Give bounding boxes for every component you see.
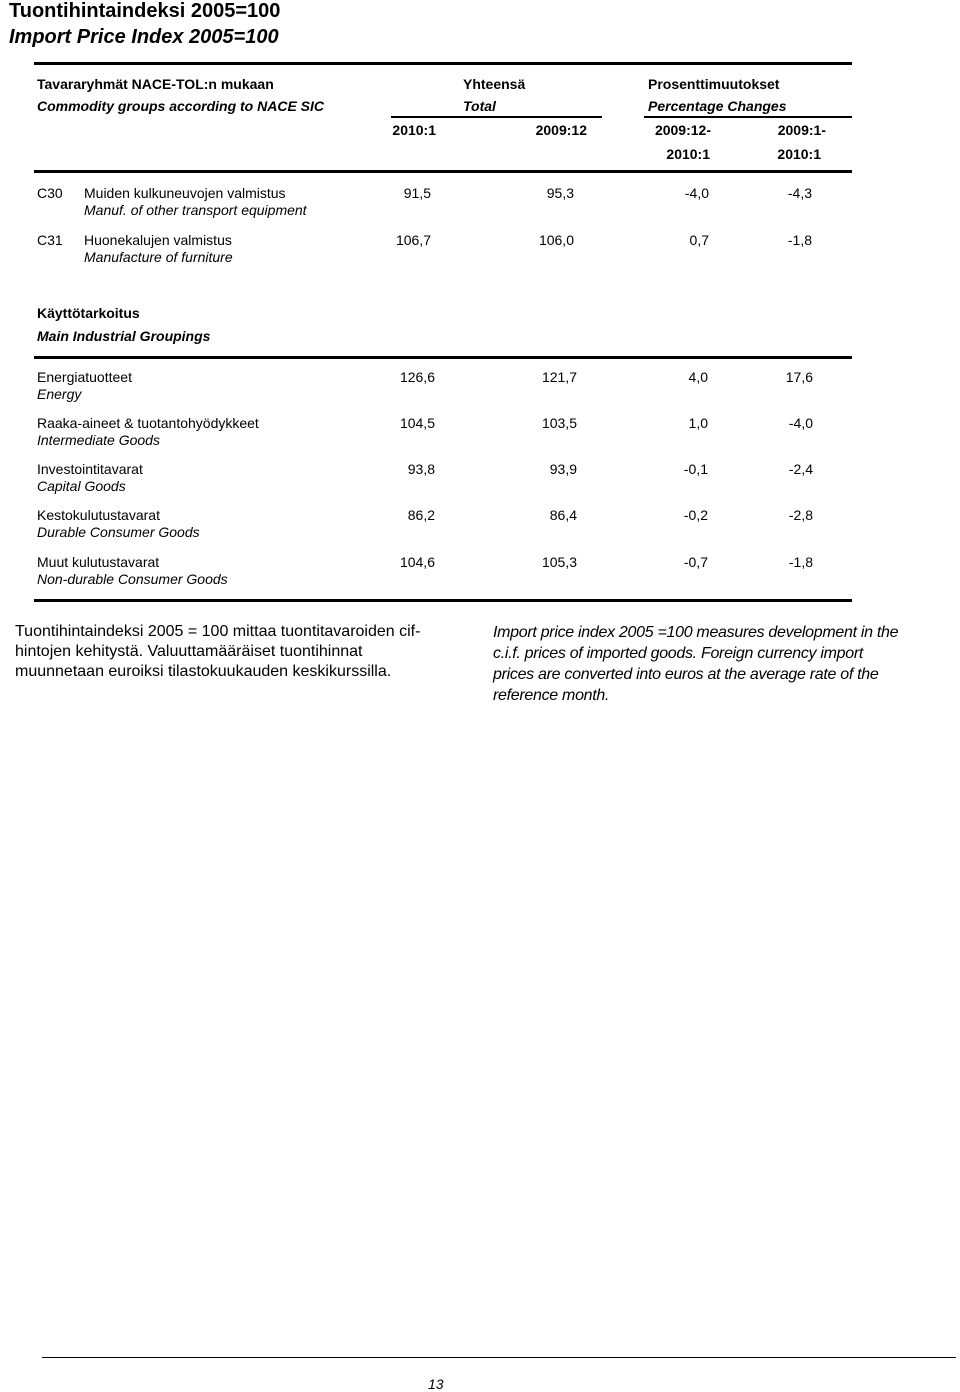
top-rule (34, 62, 852, 65)
value-2010-1: 86,2 (407, 507, 435, 523)
value-2010-1: 104,6 (399, 554, 435, 570)
bottom-rule (34, 599, 852, 602)
value-change-month: 0,7 (689, 232, 709, 248)
value-2009-12: 121,7 (541, 369, 577, 385)
row-label-fi: Muut kulutustavarat (37, 554, 160, 570)
row-label-en: Manufacture of furniture (84, 249, 233, 265)
row-label-en: Non-durable Consumer Goods (37, 571, 228, 587)
value-2010-1: 91,5 (403, 185, 431, 201)
value-change-year: -4,3 (787, 185, 812, 201)
pct-header-en: Percentage Changes (648, 98, 787, 114)
total-underline (391, 116, 602, 118)
note-fi: Tuontihintaindeksi 2005 = 100 mittaa tuontitavaroiden cif-hintojen kehitystä. Valuuttamääräiset tuontihinnat muunnetaan euroiksi tilastokuukauden keskikurssilla. (15, 623, 421, 680)
value-2009-12: 93,9 (549, 461, 577, 477)
value-change-month: -4,0 (684, 185, 709, 201)
groups-header-en: Commodity groups according to NACE SIC (37, 98, 325, 114)
value-change-year: -4,0 (788, 415, 813, 431)
note-en: Import price index 2005 =100 measures development in the c.i.f. prices of imported goods. Foreign currency import prices are converted into euros at the average rate of the reference month. (493, 624, 899, 704)
section-heading-en: Main Industrial Groupings (37, 328, 211, 344)
col-header-change-month-b: 2010:1 (666, 146, 710, 162)
col-header-change-month-a: 2009:12- (654, 122, 711, 138)
value-2010-1: 126,6 (399, 369, 435, 385)
page-title-fi: Tuontihintaindeksi 2005=100 (9, 0, 281, 22)
value-2009-12: 95,3 (546, 185, 574, 201)
row-label-fi: Kestokulutustavarat (37, 507, 160, 523)
row-label-fi: Investointitavarat (37, 461, 143, 477)
value-2010-1: 104,5 (399, 415, 435, 431)
col-header-2009-12: 2009:12 (535, 122, 587, 138)
value-change-month: -0,7 (683, 554, 708, 570)
row-label-en: Durable Consumer Goods (37, 524, 200, 540)
value-change-month: 1,0 (688, 415, 708, 431)
value-2010-1: 93,8 (407, 461, 435, 477)
col-header-change-year-a: 2009:1- (777, 122, 826, 138)
col-header-change-year-b: 2010:1 (777, 146, 821, 162)
value-2010-1: 106,7 (395, 232, 431, 248)
value-change-year: 17,6 (785, 369, 813, 385)
value-2009-12: 103,5 (541, 415, 577, 431)
page-number: 13 (428, 1376, 444, 1392)
value-change-year: -2,8 (788, 507, 813, 523)
value-change-month: -0,1 (683, 461, 708, 477)
header-rule (34, 170, 852, 173)
row-label-en: Capital Goods (37, 478, 126, 494)
pct-header-fi: Prosenttimuutokset (648, 76, 780, 92)
row-label-en: Intermediate Goods (37, 432, 160, 448)
footer-rule (42, 1357, 956, 1358)
row-label-fi: Energiatuotteet (37, 369, 132, 385)
col-header-2010-1: 2010:1 (392, 122, 436, 138)
row-label-en: Manuf. of other transport equipment (84, 202, 307, 218)
page-title-en: Import Price Index 2005=100 (9, 26, 279, 48)
groups-header-fi: Tavararyhmät NACE-TOL:n mukaan (37, 76, 274, 92)
row-code: C30 (37, 185, 63, 201)
value-change-month: 4,0 (688, 369, 708, 385)
value-change-month: -0,2 (683, 507, 708, 523)
value-2009-12: 86,4 (549, 507, 577, 523)
section-heading-fi: Käyttötarkoitus (37, 305, 140, 321)
row-label-fi: Raaka-aineet & tuotantohyödykkeet (37, 415, 259, 431)
row-code: C31 (37, 232, 63, 248)
value-change-year: -1,8 (788, 554, 813, 570)
total-header-fi: Yhteensä (463, 76, 526, 92)
row-label-en: Energy (37, 386, 82, 402)
total-header-en: Total (463, 98, 496, 114)
row-label-fi: Huonekalujen valmistus (84, 232, 232, 248)
value-2009-12: 106,0 (538, 232, 574, 248)
row-label-fi: Muiden kulkuneuvojen valmistus (84, 185, 286, 201)
pct-underline (644, 116, 852, 118)
section-rule (34, 356, 852, 359)
value-change-year: -2,4 (788, 461, 813, 477)
value-2009-12: 105,3 (541, 554, 577, 570)
value-change-year: -1,8 (787, 232, 812, 248)
